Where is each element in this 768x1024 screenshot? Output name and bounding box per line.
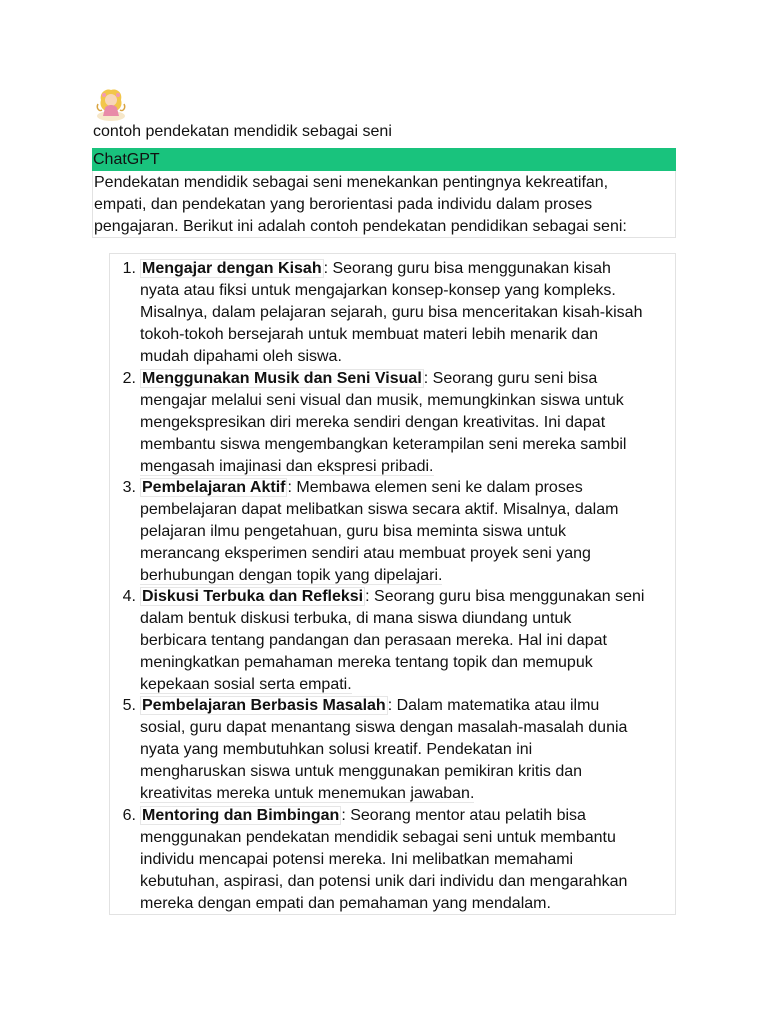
list-item-text: berhubungan dengan topik yang dipelajari.	[140, 566, 443, 584]
list-item-number: 4.	[122, 588, 136, 605]
list-item-text: mengharuskan siswa untuk menggunakan pemikiran kritis dan	[140, 762, 583, 780]
list-item-title: Pembelajaran Berbasis Masalah	[142, 697, 386, 714]
list-item-text: : Seorang guru seni bisa	[423, 370, 598, 387]
response-intro	[92, 171, 676, 238]
list-item-text: kebutuhan, aspirasi, dan potensi unik dari individu dan mengarahkan	[140, 872, 628, 890]
list-item-text: Misalnya, dalam pelajaran sejarah, guru bisa menceritakan kisah-kisah	[140, 303, 643, 321]
list-item-text: : Membawa elemen seni ke dalam proses	[287, 479, 583, 496]
approach-list	[109, 253, 676, 915]
list-item-text: : Dalam matematika atau ilmu	[387, 697, 600, 714]
intro-line: pengajaran. Berikut ini adalah contoh pendekatan pendidikan sebagai seni:	[94, 217, 627, 235]
list-item-text: menggunakan pendekatan mendidik sebagai seni untuk membantu	[140, 828, 616, 846]
list-item-text: : Seorang mentor atau pelatih bisa	[341, 807, 586, 824]
list-item-number: 1.	[122, 260, 136, 277]
list-item-title: Diskusi Terbuka dan Refleksi	[142, 588, 364, 605]
list-item-title: Mengajar dengan Kisah	[142, 260, 322, 277]
intro-line: empati, dan pendekatan yang berorientasi pada individu dalam proses	[94, 195, 593, 213]
list-item-text: : Seorang guru bisa menggunakan kisah	[323, 260, 611, 277]
list-item-title: Mentoring dan Bimbingan	[142, 807, 340, 824]
list-item-number: 3.	[122, 479, 136, 496]
list-item-text: mengajar melalui seni visual dan musik, memungkinkan siswa untuk	[140, 391, 624, 409]
list-item-text: sosial, guru dapat menantang siswa dengan masalah-masalah dunia	[140, 718, 628, 736]
user-avatar-icon	[93, 86, 129, 122]
list-item-text: tokoh-tokoh bersejarah untuk membuat materi lebih menarik dan	[140, 325, 599, 343]
user-prompt: contoh pendekatan mendidik sebagai seni	[93, 123, 392, 140]
list-item-text: nyata yang membutuhkan solusi kreatif. Pendekatan ini	[140, 740, 533, 758]
list-item-text: nyata atau fiksi untuk mengajarkan konsep-konsep yang kompleks.	[140, 281, 616, 299]
list-item-text: meningkatkan pemahaman mereka tentang topik dan memupuk	[140, 653, 593, 671]
list-item-text: mereka dengan empati dan pemahaman yang mendalam.	[140, 894, 551, 912]
list-item-text: dalam bentuk diskusi terbuka, di mana siswa diundang untuk	[140, 609, 572, 627]
list-item-text: merancang eksperimen sendiri atau membuat proyek seni yang	[140, 544, 591, 562]
list-item-text: pelajaran ilmu pengetahuan, guru bisa meminta siswa untuk	[140, 522, 567, 540]
list-item-text: : Seorang guru bisa menggunakan seni	[365, 588, 645, 605]
list-item-number: 2.	[122, 370, 136, 387]
list-item-text: mudah dipahami oleh siswa.	[140, 347, 342, 365]
response-header: ChatGPT	[92, 148, 676, 171]
list-item-text: individu mencapai potensi mereka. Ini melibatkan memahami	[140, 850, 574, 868]
list-item-title: Menggunakan Musik dan Seni Visual	[142, 370, 422, 387]
list-item-text: mengekspresikan diri mereka sendiri dengan kreativitas. Ini dapat	[140, 413, 606, 431]
list-item-text: mengasah imajinasi dan ekspresi pribadi.	[140, 457, 434, 475]
list-item-number: 5.	[122, 697, 136, 714]
intro-line: Pendekatan mendidik sebagai seni menekankan pentingnya kekreatifan,	[94, 174, 609, 191]
list-item-text: kepekaan sosial serta empati.	[140, 675, 352, 693]
list-item-number: 6.	[122, 807, 136, 824]
list-item-text: pembelajaran dapat melibatkan siswa secara aktif. Misalnya, dalam	[140, 500, 619, 518]
list-item-title: Pembelajaran Aktif	[142, 479, 286, 496]
list-item-text: kreativitas mereka untuk menemukan jawaban.	[140, 784, 475, 802]
list-item-text: berbicara tentang pandangan dan perasaan mereka. Hal ini dapat	[140, 631, 607, 649]
list-item-text: membantu siswa mengembangkan keterampilan seni mereka sambil	[140, 435, 627, 453]
